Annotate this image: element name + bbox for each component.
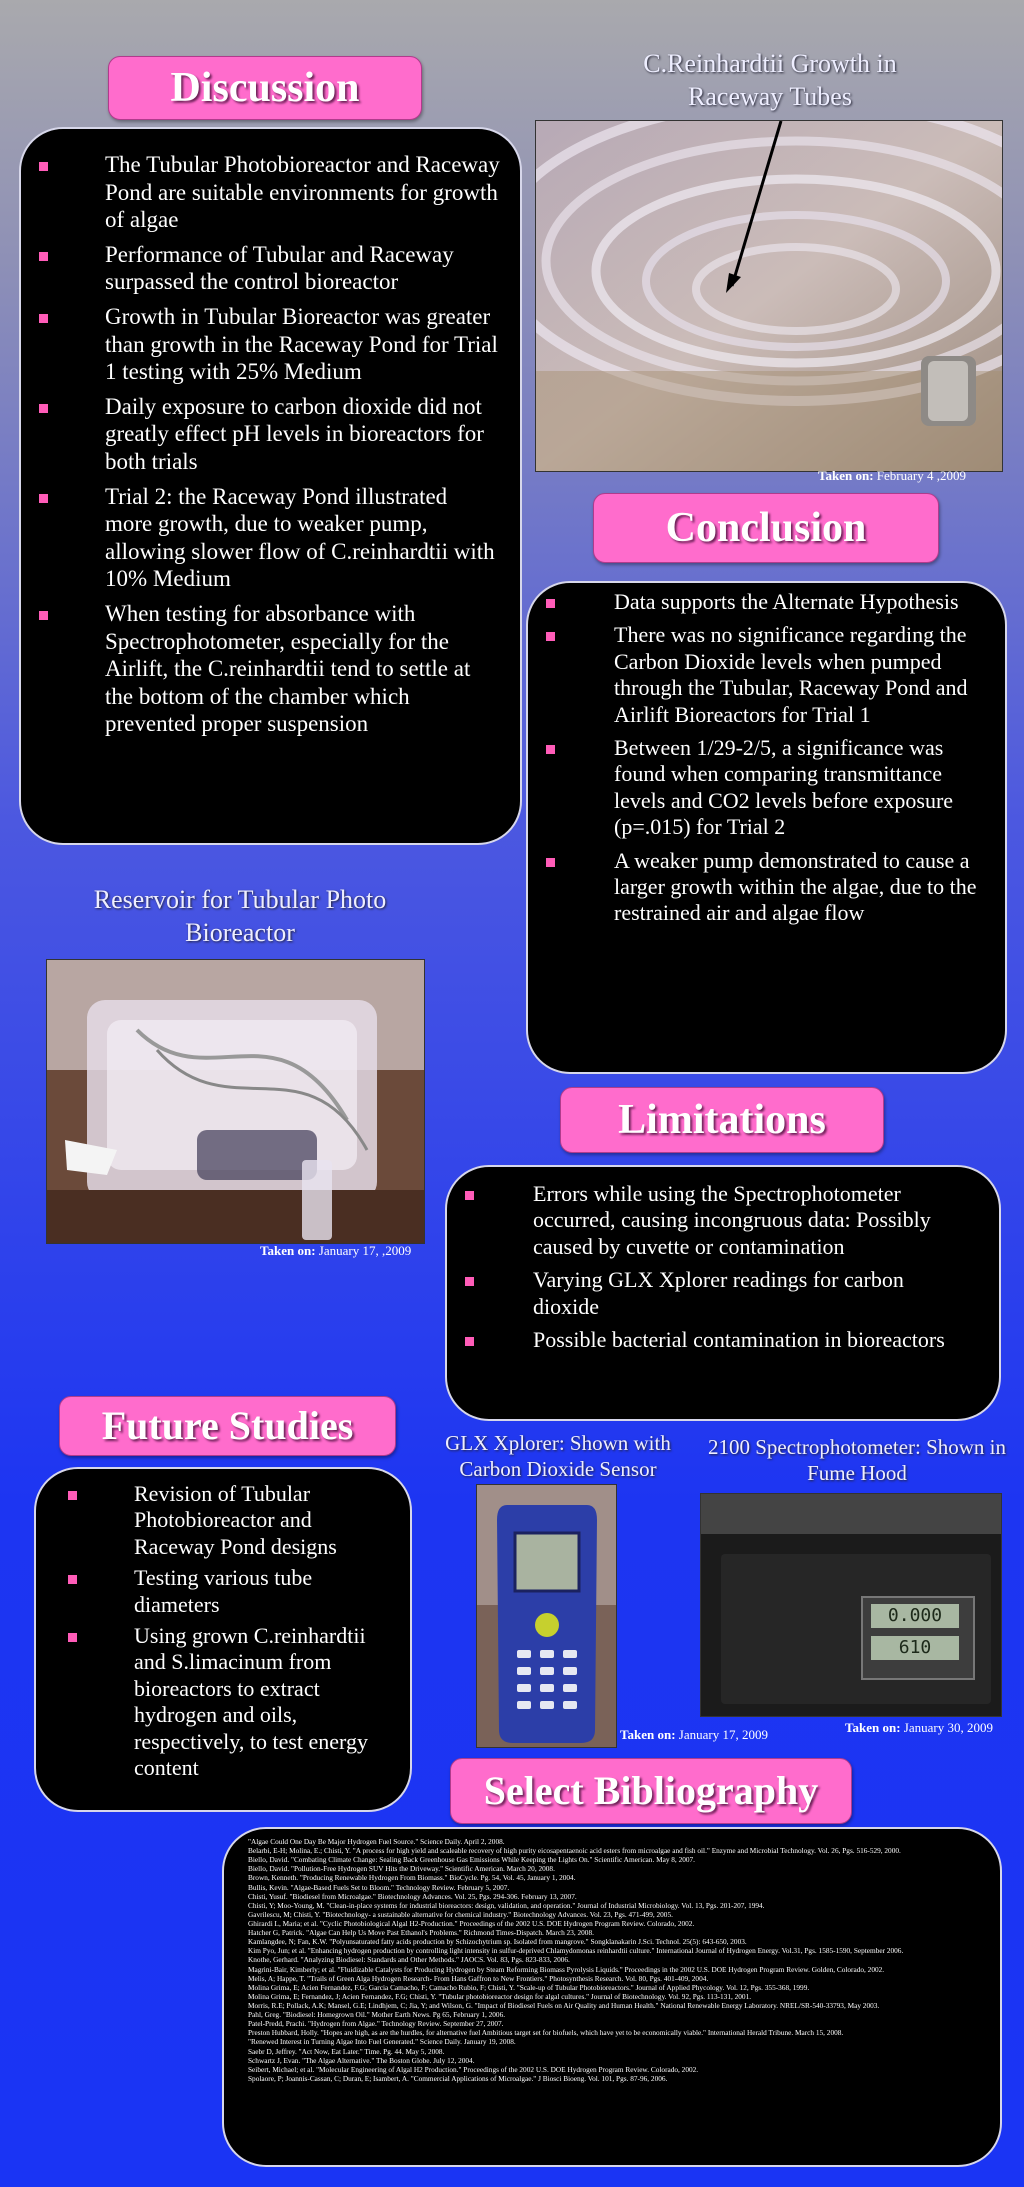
bibliography-entry: Morris, R.E; Pollack, A.K; Mansel, G.E; Lindhjem, C; Jia, Y; and Wilson, G. "Impact of Biodiesel Fuels on Air Quality and Human Health." National Renewable Energy Laboratory. NREL/SR-540-33793, May 2003. xyxy=(248,2000,880,2010)
glx-taken-on: Taken on: January 17, 2009 xyxy=(620,1727,768,1742)
bibliography-entry: Patel-Predd, Prachi. "Hydrogen from Algae." Technology Review. September 27, 2007. xyxy=(248,2019,504,2029)
discussion-list xyxy=(105,151,500,738)
discussion-item-text: Performance of Tubular and Raceway surpassed the control bioreactor xyxy=(105,241,454,295)
bibliography-entry: Kamlangdee, N; Fan, K.W. "Polyunsaturated fatty acids production by Schizochytrium sp. Isolated from mangrove." Songklanakarin J.Sci. Technol. 25(5): 643-650, 2003. xyxy=(248,1937,747,1947)
limitations-item xyxy=(533,1181,975,1260)
future-studies-item-text: Revision of Tubular Photobioreactor and Raceway Pond designs xyxy=(134,1481,337,1559)
discussion-item xyxy=(105,600,500,738)
bibliography-entry: Bullis, Kevin. "Algae-Based Fuels Set to Bloom." Technology Review. February 5, 2007. xyxy=(248,1882,510,1892)
bibliography-list xyxy=(248,1837,970,2083)
square-bullet-icon xyxy=(39,314,48,323)
discussion-item xyxy=(105,151,500,234)
limitations-item-text: Possible bacterial contamination in bioreactors xyxy=(533,1326,945,1352)
bibliography-entry: Belarbi, E-H; Molina, E.; Chisti, Y. "A process for high yield and scaleable recovery of high purity eicosapentaenoic acid esters from microalgae and fish oil." Enzyme and Microbial Technology. Vol. 26, Pgs. 516-529, 2000. xyxy=(248,1846,901,1856)
raceway-taken-on: Taken on: February 4 ,2009 xyxy=(818,468,966,483)
limitations-title: Limitations xyxy=(560,1087,884,1153)
reservoir-caption: Reservoir for Tubular Photo Bioreactor xyxy=(93,885,387,947)
square-bullet-icon xyxy=(39,611,48,620)
conclusion-item xyxy=(614,735,989,841)
reservoir-photo xyxy=(46,959,425,1244)
bibliography-entry: Spolaore, P; Joannis-Cassan, C; Duran, E; Isambert, A. "Commercial Applications of Microalgae." J Biosci Bioeng. Vol. 101, Pgs. 87-96, 2006. xyxy=(248,2073,668,2083)
bibliography-entry: Seibert, Michael; et al. "Molecular Engineering of Algal H2 Production." Proceedings of the 2002 U.S. DOE Hydrogen Program Review. Colorado, 2002. xyxy=(248,2064,699,2074)
limitations-item xyxy=(533,1327,975,1353)
conclusion-item-text: Data supports the Alternate Hypothesis xyxy=(614,589,959,614)
discussion-item-text: Growth in Tubular Bioreactor was greater than growth in the Raceway Pond for Trial 1 testing with 25% Medium xyxy=(105,303,498,385)
limitations-item-text: Varying GLX Xplorer readings for carbon dioxide xyxy=(533,1267,904,1319)
bibliography-entry: Pahl, Greg. "Biodiesel: Homegrown Oil." Mother Earth News. Pg 65, February 1, 2006. xyxy=(248,2010,506,2020)
bibliography-entry: "Renewed Interest in Turning Algae Into Fuel Generated." Science Daily. January 19, 2008. xyxy=(248,2037,516,2047)
discussion-item-text: Trial 2: the Raceway Pond illustrated more growth, due to weaker pump, allowing slower flow of C.reinhardtii with 10% Medium xyxy=(105,483,495,592)
conclusion-item xyxy=(614,848,989,927)
discussion-item-text: The Tubular Photobioreactor and Raceway Pond are suitable environments for growth of algae xyxy=(105,152,500,233)
square-bullet-icon xyxy=(465,1191,474,1200)
bibliography-entry: Biello, David. "Pollution-Free Hydrogen SUV Hits the Driveway." Scientific American. March 20, 2008. xyxy=(248,1864,555,1874)
discussion-item xyxy=(105,393,500,476)
bibliography-entry: Molina Grima, E; Fernandez, J; Acien Fernandez, F.G; Chisti, Y. "Tubular photobioreactor design for algal cultures." Journal of Biotechnology. Vol. 92, Pgs. 113-131, 2001. xyxy=(248,1991,752,2001)
future-studies-item xyxy=(134,1565,394,1618)
square-bullet-icon xyxy=(39,494,48,503)
discussion-item xyxy=(105,241,500,296)
discussion-panel xyxy=(19,127,522,845)
spectro-display-bottom: 610 xyxy=(871,1636,959,1660)
conclusion-item xyxy=(614,589,989,615)
limitations-list xyxy=(533,1181,975,1353)
square-bullet-icon xyxy=(546,858,555,867)
raceway-caption: C.Reinhardtii Growth in Raceway Tubes xyxy=(643,49,897,111)
bibliography-entry: "Algae Could One Day Be Major Hydrogen Fuel Source." Science Daily. April 2, 2008. xyxy=(248,1837,505,1846)
square-bullet-icon xyxy=(39,252,48,261)
future-studies-item-text: Testing various tube diameters xyxy=(134,1565,313,1617)
bibliography-entry: Melis, A; Happe, T. "Trails of Green Alga Hydrogen Research- From Hans Gaffron to New Frontiers." Photosynthesis Research. Vol. 80, Pgs. 401-409, 2004. xyxy=(248,1973,709,1983)
future-studies-item xyxy=(134,1481,394,1560)
bibliography-entry: Preston Hubbard, Holly. "Hopes are high, as are the hurdles, for alternative fuel Ambitious target set for biofuels, which have yet to be economically viable." International Herald Tribune. March 15, 2008. xyxy=(248,2028,844,2038)
bibliography-entry: Magrini-Bair, Kimberly; et al. "Fluidizable Catalysts for Producing Hydrogen by Steam Reforming Biomass Pyrolysis Liquids." Proceedings in the 2002 U.S. DOE Hydrogen Program Review. Golden, Colorado, 2002. xyxy=(248,1964,885,1974)
square-bullet-icon xyxy=(546,632,555,641)
conclusion-item xyxy=(614,622,989,728)
bibliography-entry: Gavrilescu, M; Chisti, Y. "Biotechnology- a sustainable alternative for chemical industry." Biotechnology Advances. Vol. 23, Pgs. 471-499, 2005. xyxy=(248,1909,673,1919)
discussion-title: Discussion xyxy=(108,56,422,120)
discussion-item-text: When testing for absorbance with Spectrophotometer, especially for the Airlift, the C.reinhardtii tend to settle at the bottom of the chamber which prevented proper suspension xyxy=(105,600,471,737)
future-studies-item-text: Using grown C.reinhardtii and S.limacinum from bioreactors to extract hydrogen and oils, respectively, to test energy content xyxy=(134,1622,368,1780)
bibliography-entry: Ghirardi L, Maria; et al. "Cyclic Photobiological Algal H2-Production." Proceedings of the 2002 U.S. DOE Hydrogen Program Review. Colorado, 2002. xyxy=(248,1918,695,1928)
future-studies-list xyxy=(134,1481,394,1781)
discussion-item xyxy=(105,303,500,386)
glx-xplorer-photo xyxy=(476,1484,617,1748)
limitations-item xyxy=(533,1267,975,1320)
bibliography-entry: Hatcher G, Patrick. "Algae Can Help Us Move Past Ethanol's Problems." Richmond Times-Dispatch. March 23, 2008. xyxy=(248,1928,594,1938)
bibliography-entry: Saebr D, Jeffrey. "Act Now, Eat Later." Time. Pg. 44. May 5, 2008. xyxy=(248,2046,445,2056)
bibliography-entry: Chisti, Y; Moo-Young, M. "Clean-in-place systems for industrial bioreactors: design, validation, and operation." Journal of Industrial Microbiology. Vol. 13, Pgs. 201-207, 1994. xyxy=(248,1900,765,1910)
limitations-item-text: Errors while using the Spectrophotometer occurred, causing incongruous data: Possibly caused by cuvette or contamination xyxy=(533,1181,931,1259)
conclusion-item-text: A weaker pump demonstrated to cause a larger growth within the algae, due to the restrained air and algae flow xyxy=(614,847,977,926)
square-bullet-icon xyxy=(546,745,555,754)
bibliography-entry: Knothe, Gerhard. "Analyzing Biodiesel: Standards and Other Methods." JAOCS. Vol. 83, Pgs. 823-833, 2006. xyxy=(248,1955,570,1965)
bibliography-entry: Chisti, Yusuf. "Biodiesel from Microalgae." Biotechnology Advances. Vol. 25, Pgs. 294-306. February 13, 2007. xyxy=(248,1891,577,1901)
square-bullet-icon xyxy=(465,1337,474,1346)
conclusion-item-text: Between 1/29-2/5, a significance was found when comparing transmittance levels and CO2 levels before exposure (p=.015) for Trial 2 xyxy=(614,734,954,840)
conclusion-item-text: There was no significance regarding the Carbon Dioxide levels when pumped through the Tubular, Raceway Pond and Airlift Bioreactors for Trial 1 xyxy=(614,622,968,727)
spectrophotometer-taken-on: Taken on: January 30, 2009 xyxy=(845,1720,993,1735)
bibliography-entry: Kim Pyo, Jun; et al. "Enhancing hydrogen production by controlling light intensity in sulfur-deprived Chlamydomonas reinhardtii culture." International Journal of Hydrogen Energy. Vol.31, Pgs. 1585-1590, September 2006. xyxy=(248,1946,904,1956)
conclusion-title: Conclusion xyxy=(593,493,939,563)
square-bullet-icon xyxy=(465,1277,474,1286)
conclusion-panel xyxy=(526,581,1007,1074)
bibliography-title: Select Bibliography xyxy=(450,1758,852,1824)
raceway-tubes-photo xyxy=(535,120,1003,472)
square-bullet-icon xyxy=(68,1575,77,1584)
spectrophotometer-caption: 2100 Spectrophotometer: Shown in Fume Hood xyxy=(707,1435,1007,1486)
future-studies-item xyxy=(134,1623,394,1781)
square-bullet-icon xyxy=(39,404,48,413)
square-bullet-icon xyxy=(68,1491,77,1500)
discussion-item xyxy=(105,483,500,593)
reservoir-taken-on: Taken on: January 17, ,2009 xyxy=(260,1243,412,1258)
bibliography-entry: Molina Grima, E; Acien Fernandez, F.G; Garcia Camacho, F; Camacho Rubio, F; Chisti, Y. "Scale-up of Tubular Photobioreactors." Journal of Applied Phycology. Vol. 12, Pgs. 355-368, 1999. xyxy=(248,1982,810,1992)
limitations-panel xyxy=(445,1165,1001,1421)
square-bullet-icon xyxy=(39,162,48,171)
bibliography-entry: Biello, David. "Combating Climate Change: Sealing Back Greenhouse Gas Emissions While Keeping the Lights On." Scientific American. May 8, 2007. xyxy=(248,1855,696,1865)
bibliography-entry: Schwartz J, Evan. "The Algae Alternative." The Boston Globe. July 12, 2004. xyxy=(248,2055,475,2065)
square-bullet-icon xyxy=(68,1633,77,1642)
square-bullet-icon xyxy=(546,599,555,608)
spectro-display-top: 0.000 xyxy=(871,1604,959,1628)
bibliography-panel xyxy=(222,1827,1002,2167)
conclusion-list xyxy=(614,589,989,927)
spectrophotometer-photo xyxy=(700,1493,1002,1717)
future-studies-title: Future Studies xyxy=(59,1396,396,1456)
glx-caption: GLX Xplorer: Shown with Carbon Dioxide Sensor xyxy=(445,1431,671,1482)
bibliography-entry: Brown, Kenneth. "Producing Renewable Hydrogen From Biomass." BioCycle. Pg. 54, Vol. 45, January 1, 2004. xyxy=(248,1873,576,1883)
discussion-item-text: Daily exposure to carbon dioxide did not greatly effect pH levels in bioreactors for both trials xyxy=(105,393,484,474)
future-studies-panel xyxy=(34,1467,412,1812)
